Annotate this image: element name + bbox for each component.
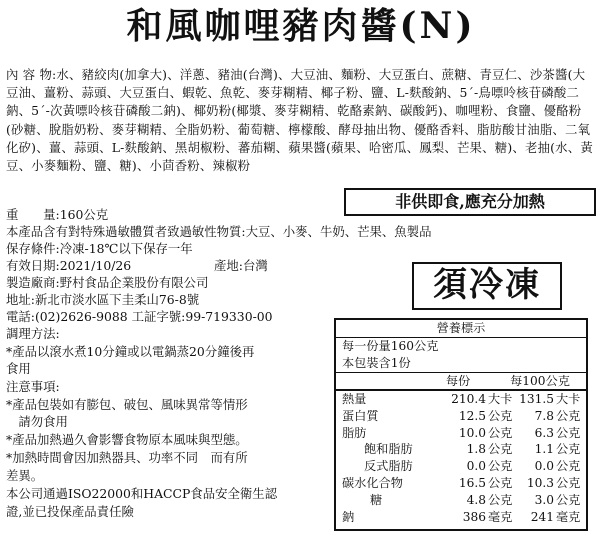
per-100g-unit: 公克 bbox=[556, 492, 581, 507]
cooking-instruction: *產品以滾水煮10分鐘或以電鍋蒸20分鐘後再 bbox=[6, 344, 255, 359]
per-serving-value: 0.0 bbox=[466, 459, 486, 474]
nutrient-row bbox=[336, 475, 586, 492]
allergen-statement: 本產品含有對特殊過敏體質者致過敏性物質:大豆、小麥、牛奶、芒果、魚製品 bbox=[6, 224, 432, 239]
per-serving-unit: 公克 bbox=[488, 442, 513, 457]
cooking-title: 調理方法: bbox=[6, 326, 60, 341]
phone-and-license: 電話:(02)2626-9088 工証字號:99-719330-00 bbox=[6, 309, 273, 324]
place-of-origin: 產地:台灣 bbox=[214, 258, 268, 273]
per-100g-unit: 公克 bbox=[556, 442, 581, 457]
nutrient-row bbox=[336, 391, 586, 408]
nutrition-facts-table bbox=[334, 318, 588, 531]
certification: 本公司通過ISO22000和HACCP食品安全衛生認 bbox=[6, 486, 278, 501]
nutrient-row bbox=[336, 441, 586, 458]
per-serving-unit: 公克 bbox=[488, 459, 513, 474]
net-weight: 重 量:160公克 bbox=[6, 207, 109, 222]
per-100g-unit: 公克 bbox=[556, 475, 581, 490]
per-100g-value: 3.0 bbox=[534, 492, 554, 507]
nutrient-label: 糖 bbox=[370, 492, 383, 507]
product-title: 和風咖哩豬肉醬(N) bbox=[126, 5, 476, 47]
notes-title: 注意事項: bbox=[6, 379, 60, 394]
nutrition-column-headers bbox=[336, 373, 586, 391]
per-serving-unit: 公克 bbox=[488, 492, 513, 507]
nutrient-label: 反式脂肪 bbox=[364, 459, 413, 474]
manufacturer-address: 地址:新北市淡水區下圭柔山76-8號 bbox=[6, 292, 200, 307]
per-100g-unit: 公克 bbox=[556, 408, 581, 423]
per-serving-value: 210.4 bbox=[451, 392, 486, 406]
nutrient-row bbox=[336, 425, 586, 442]
nutrition-title: 營養標示 bbox=[336, 320, 586, 338]
certification-cont: 證,並已投保產品責任險 bbox=[6, 504, 134, 519]
per-serving-value: 10.0 bbox=[458, 425, 486, 440]
note-1: *產品包裝如有膨包、破包、風味異常等情形 bbox=[6, 397, 248, 412]
nutrient-label: 蛋白質 bbox=[342, 408, 379, 423]
per-100g-value: 1.1 bbox=[534, 442, 554, 457]
nutrient-label: 碳水化合物 bbox=[342, 475, 403, 490]
storage-conditions: 保存條件:冷凍-18℃以下保存一年 bbox=[6, 241, 193, 256]
col-per-serving: 每份 bbox=[445, 374, 471, 388]
note-1-cont: 請勿食用 bbox=[6, 414, 68, 429]
per-serving-unit: 大卡 bbox=[488, 392, 513, 406]
nutrient-row bbox=[336, 408, 586, 425]
per-serving-value: 1.8 bbox=[466, 442, 486, 457]
per-serving-value: 16.5 bbox=[458, 475, 486, 490]
per-serving-value: 4.8 bbox=[466, 492, 486, 507]
note-3: *加熱時間會因加熱器具、功率不同 而有所 bbox=[6, 450, 248, 465]
per-100g-unit: 公克 bbox=[556, 425, 581, 440]
note-3-cont: 差異。 bbox=[6, 468, 44, 483]
nutrient-row bbox=[336, 509, 586, 526]
keep-frozen-box: 須冷凍 bbox=[412, 262, 562, 310]
nutrient-label: 熱量 bbox=[342, 392, 367, 406]
per-serving-unit: 毫克 bbox=[488, 509, 513, 524]
serving-size: 每一份量160公克 bbox=[342, 339, 439, 353]
nutrient-label: 飽和脂肪 bbox=[364, 442, 413, 457]
per-100g-value: 0.0 bbox=[534, 459, 554, 474]
nutrient-row bbox=[336, 458, 586, 475]
servings-per-package: 本包裝含1份 bbox=[336, 355, 586, 373]
nutrient-label: 鈉 bbox=[342, 509, 355, 524]
per-100g-unit: 公克 bbox=[556, 459, 581, 474]
cooking-instruction-cont: 食用 bbox=[6, 361, 31, 376]
per-serving-unit: 公克 bbox=[488, 425, 513, 440]
per-100g-value: 6.3 bbox=[534, 425, 554, 440]
per-100g-value: 241 bbox=[530, 509, 554, 524]
not-ready-to-eat-box: 非供即食,應充分加熱 bbox=[344, 188, 596, 216]
per-100g-unit: 大卡 bbox=[556, 392, 581, 406]
per-serving-value: 12.5 bbox=[458, 408, 486, 423]
manufacturer: 製造廠商:野村食品企業股份有限公司 bbox=[6, 275, 209, 290]
per-serving-unit: 公克 bbox=[488, 475, 513, 490]
per-100g-value: 7.8 bbox=[534, 408, 554, 423]
nutrient-row bbox=[336, 492, 586, 509]
ingredients-text: 內 容 物:水、豬絞肉(加拿大)、洋蔥、豬油(台灣)、大豆油、麵粉、大豆蛋白、蔗糖、青豆仁、沙茶醬(大豆油、薑粉、蒜頭、大豆蛋白、蝦乾、魚乾、麥芽糊精、椰子粉、鹽、L-麩酸鈉、5´-鳥嘌呤核苷磷酸二鈉、5´-次黃嘌呤核苷磷酸二鈉)、椰奶粉(椰漿、麥芽糊精、乾酪素鈉、碳酸鈣)、咖哩粉、食鹽、優酪粉(砂糖、脫脂奶粉、麥芽糊精、全脂奶粉、葡萄糖、檸檬酸、酵母抽出物、優酪香料、脂肪酸甘油脂、二氧化矽)、薑、蒜頭、L-麩酸鈉、黑胡椒粉、蕃茄糊、蘋果醬(蘋果、哈密瓜、鳳梨、芒果、糖)、老抽(水、黃豆、小麥麵粉、鹽、糖)、小茴香粉、辣椒粉 bbox=[6, 67, 593, 174]
note-2: *產品加熱過久會影響食物原本風味與型態。 bbox=[6, 432, 248, 447]
per-100g-value: 10.3 bbox=[526, 475, 554, 490]
nutrient-label: 脂肪 bbox=[342, 425, 367, 440]
col-per-100g: 每100公克 bbox=[510, 374, 570, 388]
per-serving-value: 386 bbox=[462, 509, 486, 524]
per-100g-value: 131.5 bbox=[519, 392, 554, 406]
per-100g-unit: 毫克 bbox=[556, 509, 581, 524]
per-serving-unit: 公克 bbox=[488, 408, 513, 423]
expiry-date: 有效日期:2021/10/26 bbox=[6, 258, 132, 273]
